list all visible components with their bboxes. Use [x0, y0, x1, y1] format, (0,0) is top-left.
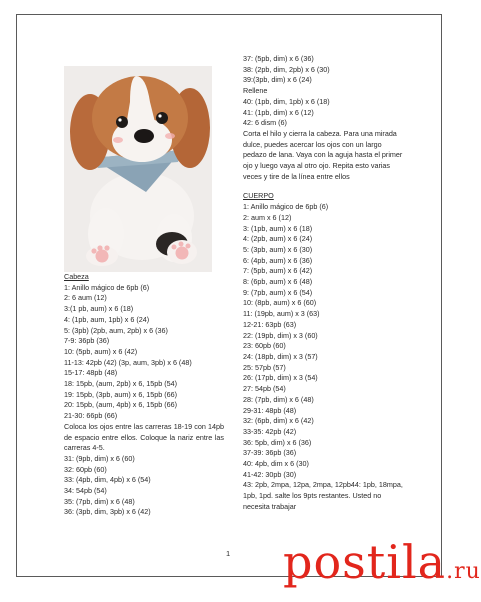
right-column	[243, 54, 403, 513]
pattern-row: 25: 57pb (57)	[243, 362, 286, 372]
pattern-row: 5: (3pb) (2pb, aum, 2pb) x 6 (36)	[64, 325, 168, 335]
pattern-row: 7: (5pb, aum) x 6 (42)	[243, 266, 313, 276]
pattern-row: 39:(3pb, dim) x 6 (24)	[243, 75, 312, 85]
section-heading-cuerpo: CUERPO	[243, 191, 274, 201]
pattern-row: 5: (3pb, aum) x 6 (30)	[243, 244, 313, 254]
pattern-row: 11-13: 42pb (42) (3p, aum, 3pb) x 6 (48)	[64, 357, 192, 367]
pattern-row: 10: (5pb, aum) x 6 (42)	[64, 346, 138, 356]
pattern-row: 8: (6pb, aum) x 6 (48)	[243, 277, 313, 287]
pattern-row: 2: 6 aum (12)	[64, 293, 107, 303]
pattern-row: Rellene	[243, 86, 268, 96]
pattern-row: 10: (8pb, aum) x 6 (60)	[243, 298, 317, 308]
pattern-row: 38: (2pb, dim, 2pb) x 6 (30)	[243, 64, 330, 74]
pattern-row: 4: (1pb, aum, 1pb) x 6 (24)	[64, 314, 150, 324]
pattern-row: 32: (6pb, dim) x 6 (42)	[243, 416, 314, 426]
dog-illustration	[64, 66, 212, 272]
pattern-row: 41-42: 30pb (30)	[243, 469, 297, 479]
pattern-row: 26: (17pb, dim) x 3 (54)	[243, 373, 318, 383]
pattern-row: 34: 54pb (54)	[64, 486, 107, 496]
instruction-paragraph: Coloca los ojos entre las carreras 18-19 con 14pb de espacio entre ellos. Coloque la nariz entre las carreras 4-5.	[64, 421, 224, 453]
pattern-row: 1: Anillo mágico de 6pb (6)	[243, 202, 329, 212]
pattern-row: 42: 6 dism (6)	[243, 118, 287, 128]
instruction-paragraph: 43: 2pb, 2mpa, 12pa, 2mpa, 12pb44: 1pb, 18mpa, 1pb, 1pd. salte los 9pts restantes. Usted no necesita trabajar	[243, 480, 403, 511]
pattern-row: 37: (5pb, dim) x 6 (36)	[243, 54, 314, 63]
pattern-row: 3:(1 pb, aum) x 6 (18)	[64, 304, 134, 314]
section-heading-cabeza: Cabeza	[64, 272, 89, 281]
pattern-row: 1: Anillo mágico de 6pb (6)	[64, 282, 150, 292]
pattern-row: 24: (18pb, dim) x 3 (57)	[243, 351, 318, 361]
pattern-row: 15-17: 48pb (48)	[64, 368, 118, 378]
pattern-row: 23: 60pb (60)	[243, 341, 286, 351]
pattern-row: 36: (3pb, dim, 3pb) x 6 (42)	[64, 507, 151, 517]
pattern-row: 32: 60pb (60)	[64, 464, 107, 474]
pattern-row: 37-39: 36pb (36)	[243, 448, 297, 458]
pattern-row: 40: 4pb, dim x 6 (30)	[243, 459, 309, 469]
pattern-row: 27: 54pb (54)	[243, 384, 286, 394]
pattern-row: 31: (9pb, dim) x 6 (60)	[64, 453, 135, 463]
pattern-row: 2: aum x 6 (12)	[243, 212, 292, 222]
pattern-row: 11: (19pb, aum) x 3 (63)	[243, 309, 320, 319]
pattern-row: 20: 15pb, (aum, 4pb) x 6, 15pb (66)	[64, 400, 178, 410]
pattern-row: 19: 15pb, (3pb, aum) x 6, 15pb (66)	[64, 389, 178, 399]
pattern-row: 41: (1pb, dim) x 6 (12)	[243, 107, 314, 117]
pattern-row: 3: (1pb, aum) x 6 (18)	[243, 223, 313, 233]
watermark-suffix: .ru	[446, 559, 481, 584]
pattern-row: 22: (19pb, dim) x 3 (60)	[243, 330, 318, 340]
watermark-logo	[283, 532, 481, 592]
dog-amigurumi-photo	[64, 66, 212, 272]
instruction-paragraph: Corta el hilo y cierra la cabeza. Para una mirada dulce, puedes acercar los ojos con un largo pedazo de lana. Vaya con la aguja hasta el primer ojo y luego vaya al otro ojo. Repita esto varias veces y tire de la línea entre ellos	[243, 128, 403, 181]
pattern-row: 29-31: 48pb (48)	[243, 405, 297, 415]
pattern-row: 6: (4pb, aum) x 6 (36)	[243, 255, 313, 265]
pattern-row: 33-35: 42pb (42)	[243, 426, 297, 436]
page-number: 1	[226, 549, 231, 558]
pattern-row: 4: (2pb, aum) x 6 (24)	[243, 234, 313, 244]
pattern-row: 40: (1pb, dim, 1pb) x 6 (18)	[243, 96, 330, 106]
pattern-row: 12-21: 63pb (63)	[243, 319, 297, 329]
pattern-row: 28: (7pb, dim) x 6 (48)	[243, 394, 314, 404]
pattern-row: 35: (7pb, dim) x 6 (48)	[64, 496, 135, 506]
spacer	[243, 182, 403, 191]
pattern-row: 21-30: 66pb (66)	[64, 411, 118, 421]
pattern-row: 18: 15pb, (aum, 2pb) x 6, 15pb (54)	[64, 379, 178, 389]
pattern-row: 36: 5pb, dim) x 6 (36)	[243, 437, 312, 447]
pattern-row: 9: (7pb, aum) x 6 (54)	[243, 287, 313, 297]
pattern-row: 33: (4pb, dim, 4pb) x 6 (54)	[64, 475, 151, 485]
watermark-text: postila	[283, 535, 447, 589]
left-column	[64, 272, 224, 518]
pattern-row: 7-9: 36pb (36)	[64, 336, 110, 346]
